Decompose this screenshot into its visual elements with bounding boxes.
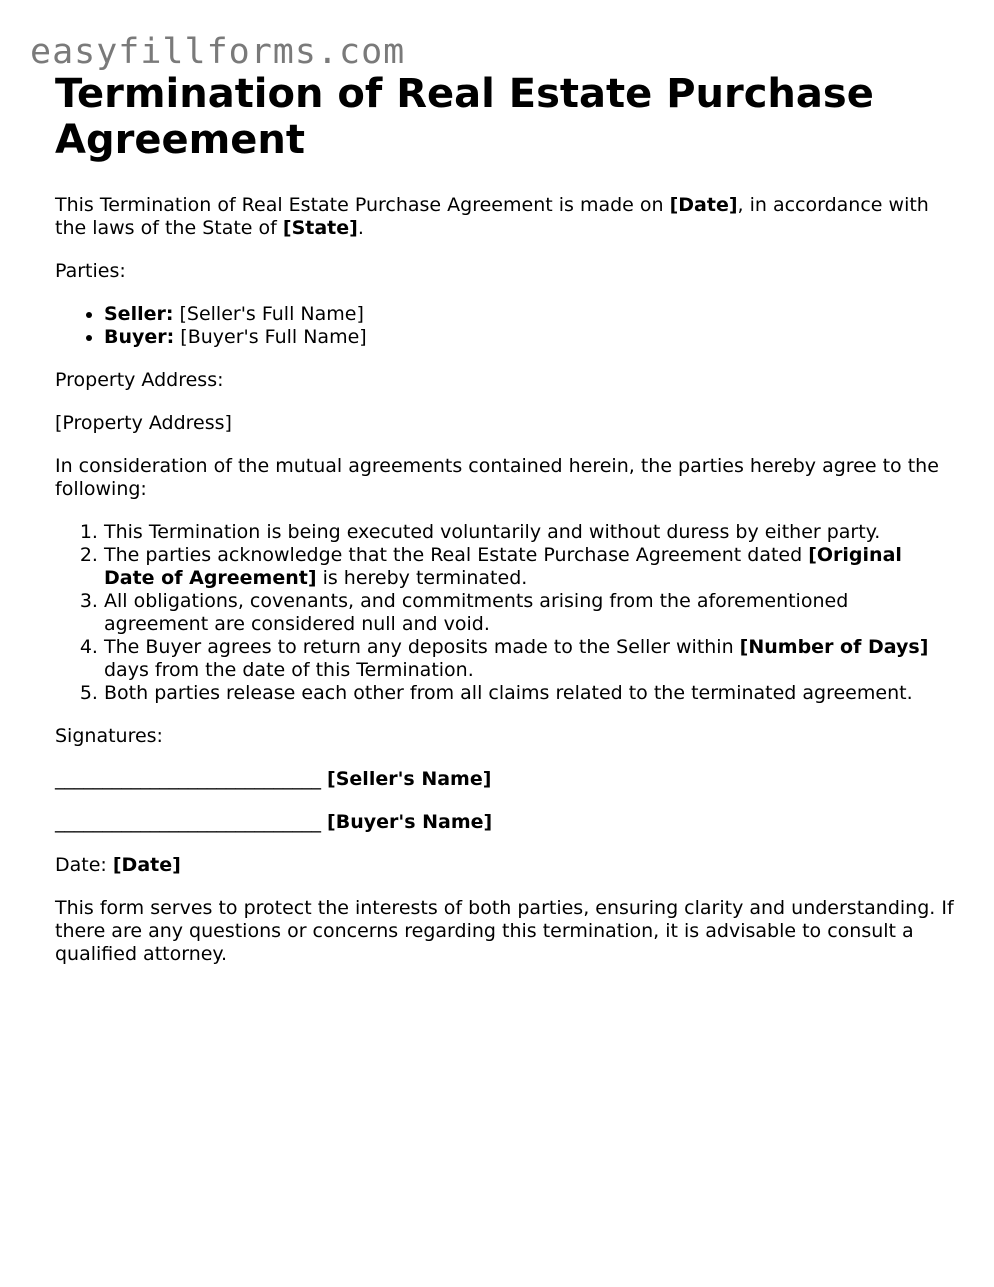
signatures-heading: Signatures: — [55, 725, 163, 747]
intro-suffix: . — [357, 217, 364, 239]
buyer-signature-line — [55, 811, 955, 834]
seller-signature-line — [55, 768, 955, 791]
watermark-text: easyfillforms.com — [30, 32, 406, 72]
term-4 — [104, 636, 955, 682]
date-label: Date: — [55, 854, 113, 876]
party-seller — [104, 303, 955, 326]
term-2-suffix: is hereby terminated. — [316, 567, 528, 589]
document-title: Termination of Real Estate Purchase Agreement — [55, 71, 874, 163]
terms-list — [55, 521, 955, 705]
number-of-days-placeholder: [Number of Days] — [739, 636, 929, 658]
parties-list — [55, 303, 955, 349]
property-heading: Property Address: — [55, 369, 224, 391]
term-1: 1. This Termination is being executed voluntarily and without duress by either party. — [104, 521, 955, 544]
seller-value: [Seller's Full Name] — [173, 303, 364, 325]
term-4-suffix: days from the date of this Termination. — [104, 659, 474, 681]
closing-paragraph: This form serves to protect the interests of both parties, ensuring clarity and understanding. If there are any questions or concerns regarding this termination, it is advisable to consult a qualified attorney. — [55, 897, 954, 965]
buyer-label: Buyer: — [104, 326, 175, 348]
party-buyer — [104, 326, 955, 349]
buyer-value: [Buyer's Full Name] — [174, 326, 367, 348]
intro-date-placeholder: [Date] — [669, 194, 738, 216]
property-address: [Property Address] — [55, 412, 232, 434]
buyer-name-placeholder: [Buyer's Name] — [327, 811, 493, 833]
document-body — [55, 71, 955, 966]
seller-name-placeholder: [Seller's Name] — [327, 768, 492, 790]
seller-label: Seller: — [104, 303, 174, 325]
term-5: 5. Both parties release each other from all claims related to the terminated agreement. — [104, 682, 955, 705]
consideration-paragraph: In consideration of the mutual agreements contained herein, the parties hereby agree to the following: — [55, 455, 939, 500]
intro-state-placeholder: [State] — [282, 217, 358, 239]
buyer-signature-blank: ____________________________ — [55, 811, 321, 833]
intro-prefix: This Termination of Real Estate Purchase Agreement is made on — [55, 194, 670, 216]
term-2-prefix: The parties acknowledge that the Real Estate Purchase Agreement dated — [104, 544, 809, 566]
intro-middle: , in accordance with the laws of the State of — [55, 194, 929, 239]
intro-paragraph — [55, 194, 955, 240]
term-3: 3. All obligations, covenants, and commitments arising from the aforementioned agreement are considered null and void. — [104, 590, 955, 636]
date-placeholder: [Date] — [112, 854, 181, 876]
term-2 — [104, 544, 955, 590]
date-line — [55, 854, 955, 877]
seller-signature-blank: ____________________________ — [55, 768, 321, 790]
term-4-prefix: The Buyer agrees to return any deposits made to the Seller within — [104, 636, 740, 658]
original-date-placeholder: [Original Date of Agreement] — [104, 544, 902, 589]
parties-heading: Parties: — [55, 260, 126, 282]
